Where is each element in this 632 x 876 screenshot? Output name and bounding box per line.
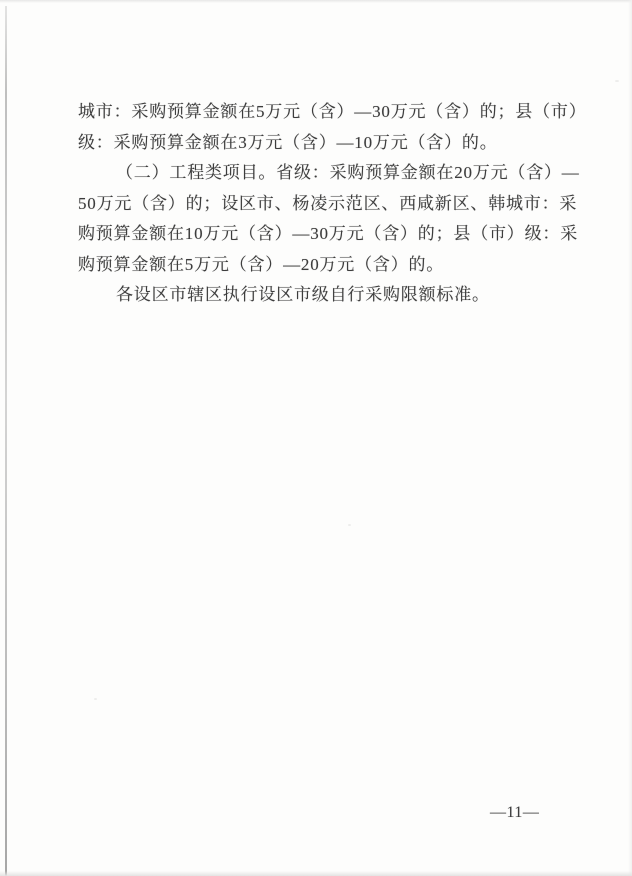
document-line: （二）工程类项目。省级：采购预算金额在20万元（含）— bbox=[116, 163, 580, 182]
document-line: 各设区市辖区执行设区市级自行采购限额标准。 bbox=[116, 285, 490, 304]
scan-edge-right bbox=[628, 0, 632, 876]
document-line: 50万元（含）的；设区市、杨凌示范区、西咸新区、韩城市：采 bbox=[78, 193, 578, 213]
document-line: 购预算金额在5万元（含）—20万元（含）的。 bbox=[78, 254, 445, 274]
scan-speck bbox=[94, 698, 97, 700]
scan-speck bbox=[615, 80, 619, 82]
scan-speck bbox=[348, 524, 351, 526]
document-line: 级：采购预算金额在3万元（含）—10万元（含）的。 bbox=[78, 132, 498, 152]
document-line: 城市：采购预算金额在5万元（含）—30万元（含）的；县（市） bbox=[78, 102, 587, 121]
scan-edge-left-line bbox=[5, 6, 7, 876]
page-number: —11— bbox=[490, 804, 540, 821]
document-line: 购预算金额在10万元（含）—30万元（含）的；县（市）级：采 bbox=[78, 224, 578, 243]
scan-edge-bottom bbox=[0, 871, 632, 876]
document-text-block bbox=[78, 97, 587, 311]
scan-edge-top bbox=[0, 0, 632, 3]
